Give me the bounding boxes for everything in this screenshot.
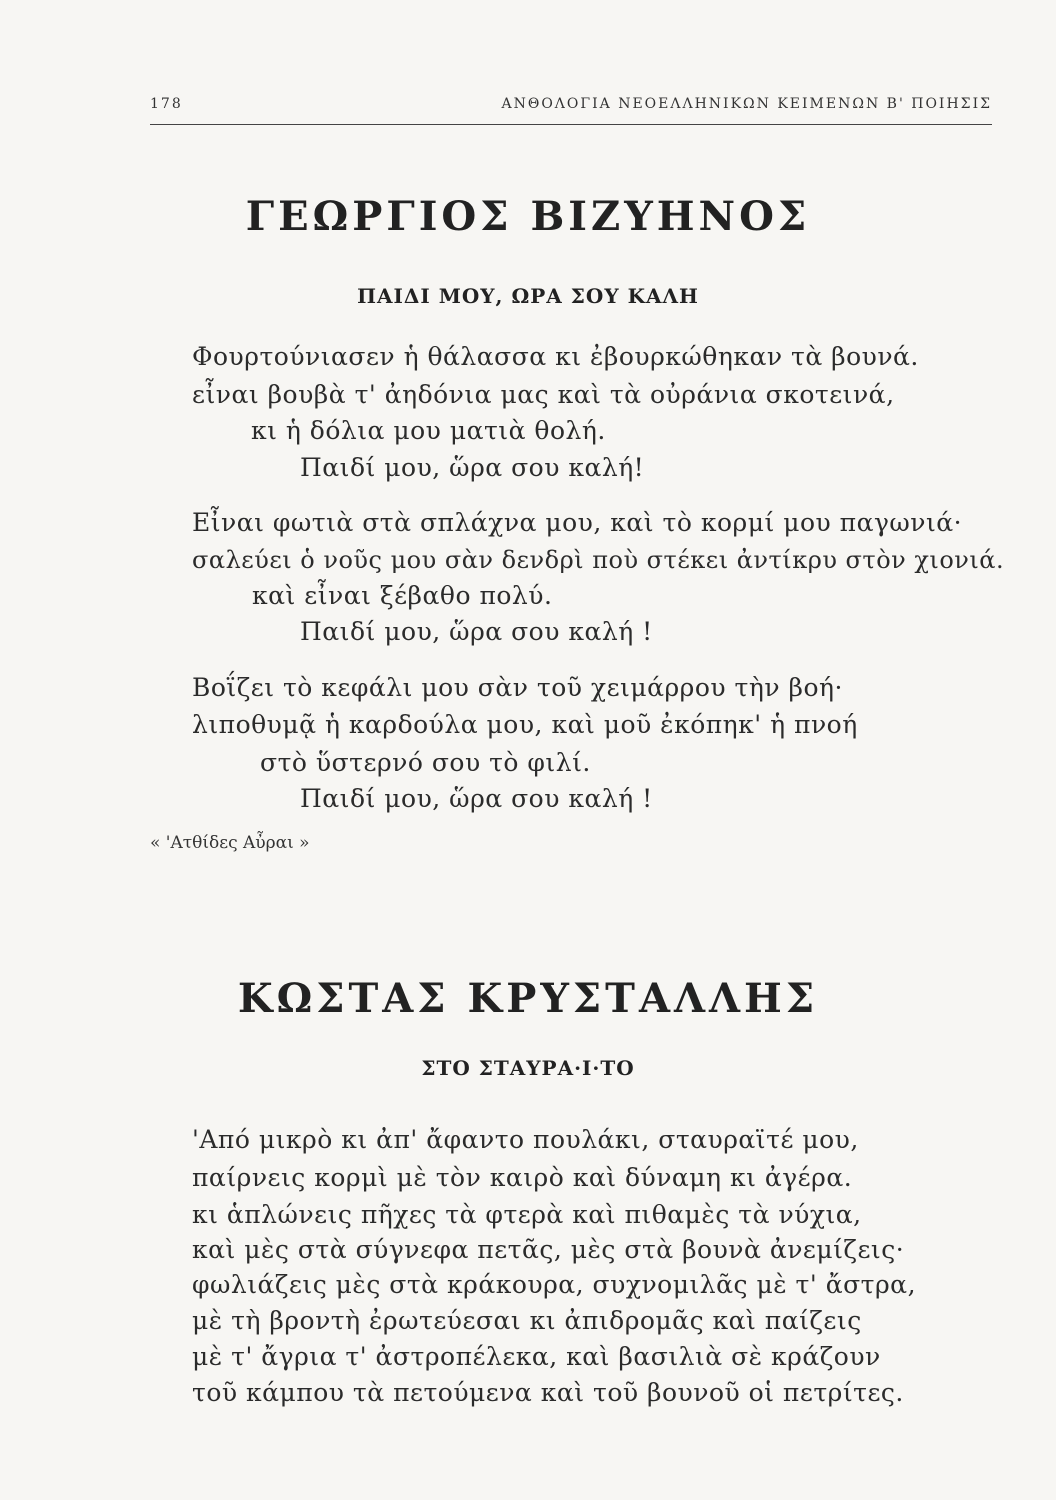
- page-number: 178: [150, 96, 183, 112]
- poem-line: Εἶναι φωτιὰ στὰ σπλάχνα μου, καὶ τὸ κορμί μου παγωνιά·: [192, 508, 963, 537]
- author-name-krystallis: ΚΩΣΤΑΣ ΚΡΥΣΤΑΛΛΗΣ: [237, 975, 819, 1022]
- author-name-vizyinos: ΓΕΩΡΓΙΟΣ ΒΙΖΥΗΝΟΣ: [245, 193, 811, 240]
- poem-line: Βοΐζει τὸ κεφάλι μου σὰν τοῦ χειμάρρου τὴν βοή·: [192, 673, 843, 702]
- poem-line: παίρνεις κορμὶ μὲ τὸν καιρὸ καὶ δύναμη κι ἀγέρα.: [192, 1163, 853, 1192]
- poem-line: σαλεύει ὁ νοῦς μου σὰν δενδρὶ ποὺ στέκει ἀντίκρυ στὸν χιονιά.: [192, 546, 1005, 574]
- poem-line: καὶ εἶναι ξέβαθο πολύ.: [252, 581, 553, 610]
- poem-line: μὲ τὴ βροντὴ ἐρωτεύεσαι κι ἀπιδρομᾶς καὶ παίζεις: [192, 1306, 862, 1335]
- poem-line: καὶ μὲς στὰ σύγνεφα πετᾶς, μὲς στὰ βουνὰ ἀνεμίζεις·: [192, 1235, 905, 1264]
- running-title: ΑΝΘΟΛΟΓΙΑ ΝΕΟΕΛΛΗΝΙΚΩΝ ΚΕΙΜΕΝΩΝ Β' ΠΟΙΗΣΙΣ: [501, 96, 992, 112]
- poem-line: 'Από μικρὸ κι ἀπ' ἄφαντο πουλάκι, σταυραϊτέ μου,: [192, 1125, 859, 1154]
- poem-line: εἶναι βουβὰ τ' ἀηδόνια μας καὶ τὰ οὐράνια σκοτεινά,: [192, 380, 895, 409]
- poem-line: τοῦ κάμπου τὰ πετούμενα καὶ τοῦ βουνοῦ οἱ πετρίτες.: [192, 1378, 904, 1407]
- poem-line: κι ἁπλώνεις πῆχες τὰ φτερὰ καὶ πιθαμὲς τὰ νύχια,: [192, 1200, 862, 1229]
- header-rule: [150, 124, 992, 125]
- poem-title: ΣΤΟ ΣΤΑΥΡΑ·Ι·ΤΟ: [421, 1056, 635, 1080]
- poem-refrain: Παιδί μου, ὥρα σου καλή !: [300, 617, 653, 646]
- poem-line: λιποθυμᾷ ἡ καρδούλα μου, καὶ μοῦ ἐκόπηκ' ἡ πνοή: [192, 710, 858, 739]
- poem-line: Φουρτούνιασεν ἡ θάλασσα κι ἐβουρκώθηκαν τὰ βουνά.: [192, 342, 919, 371]
- poem-title: ΠΑΙΔΙ ΜΟΥ, ΩΡΑ ΣΟΥ ΚΑΛΗ: [357, 284, 699, 308]
- poem-refrain: Παιδί μου, ὥρα σου καλή!: [300, 453, 645, 482]
- poem-line: φωλιάζεις μὲς στὰ κράκουρα, συχνομιλᾶς μὲ τ' ἄστρα,: [192, 1270, 917, 1299]
- poem-line: στὸ ὕστερνό σου τὸ φιλί.: [260, 748, 591, 777]
- source-citation: « 'Ατθίδες Αὖραι »: [150, 833, 310, 853]
- poem-line: μὲ τ' ἄγρια τ' ἀστροπέλεκα, καὶ βασιλιὰ σὲ κράζουν: [192, 1342, 881, 1371]
- poem-refrain: Παιδί μου, ὥρα σου καλή !: [300, 784, 653, 813]
- poem-line: κι ἡ δόλια μου ματιὰ θολή.: [251, 416, 606, 445]
